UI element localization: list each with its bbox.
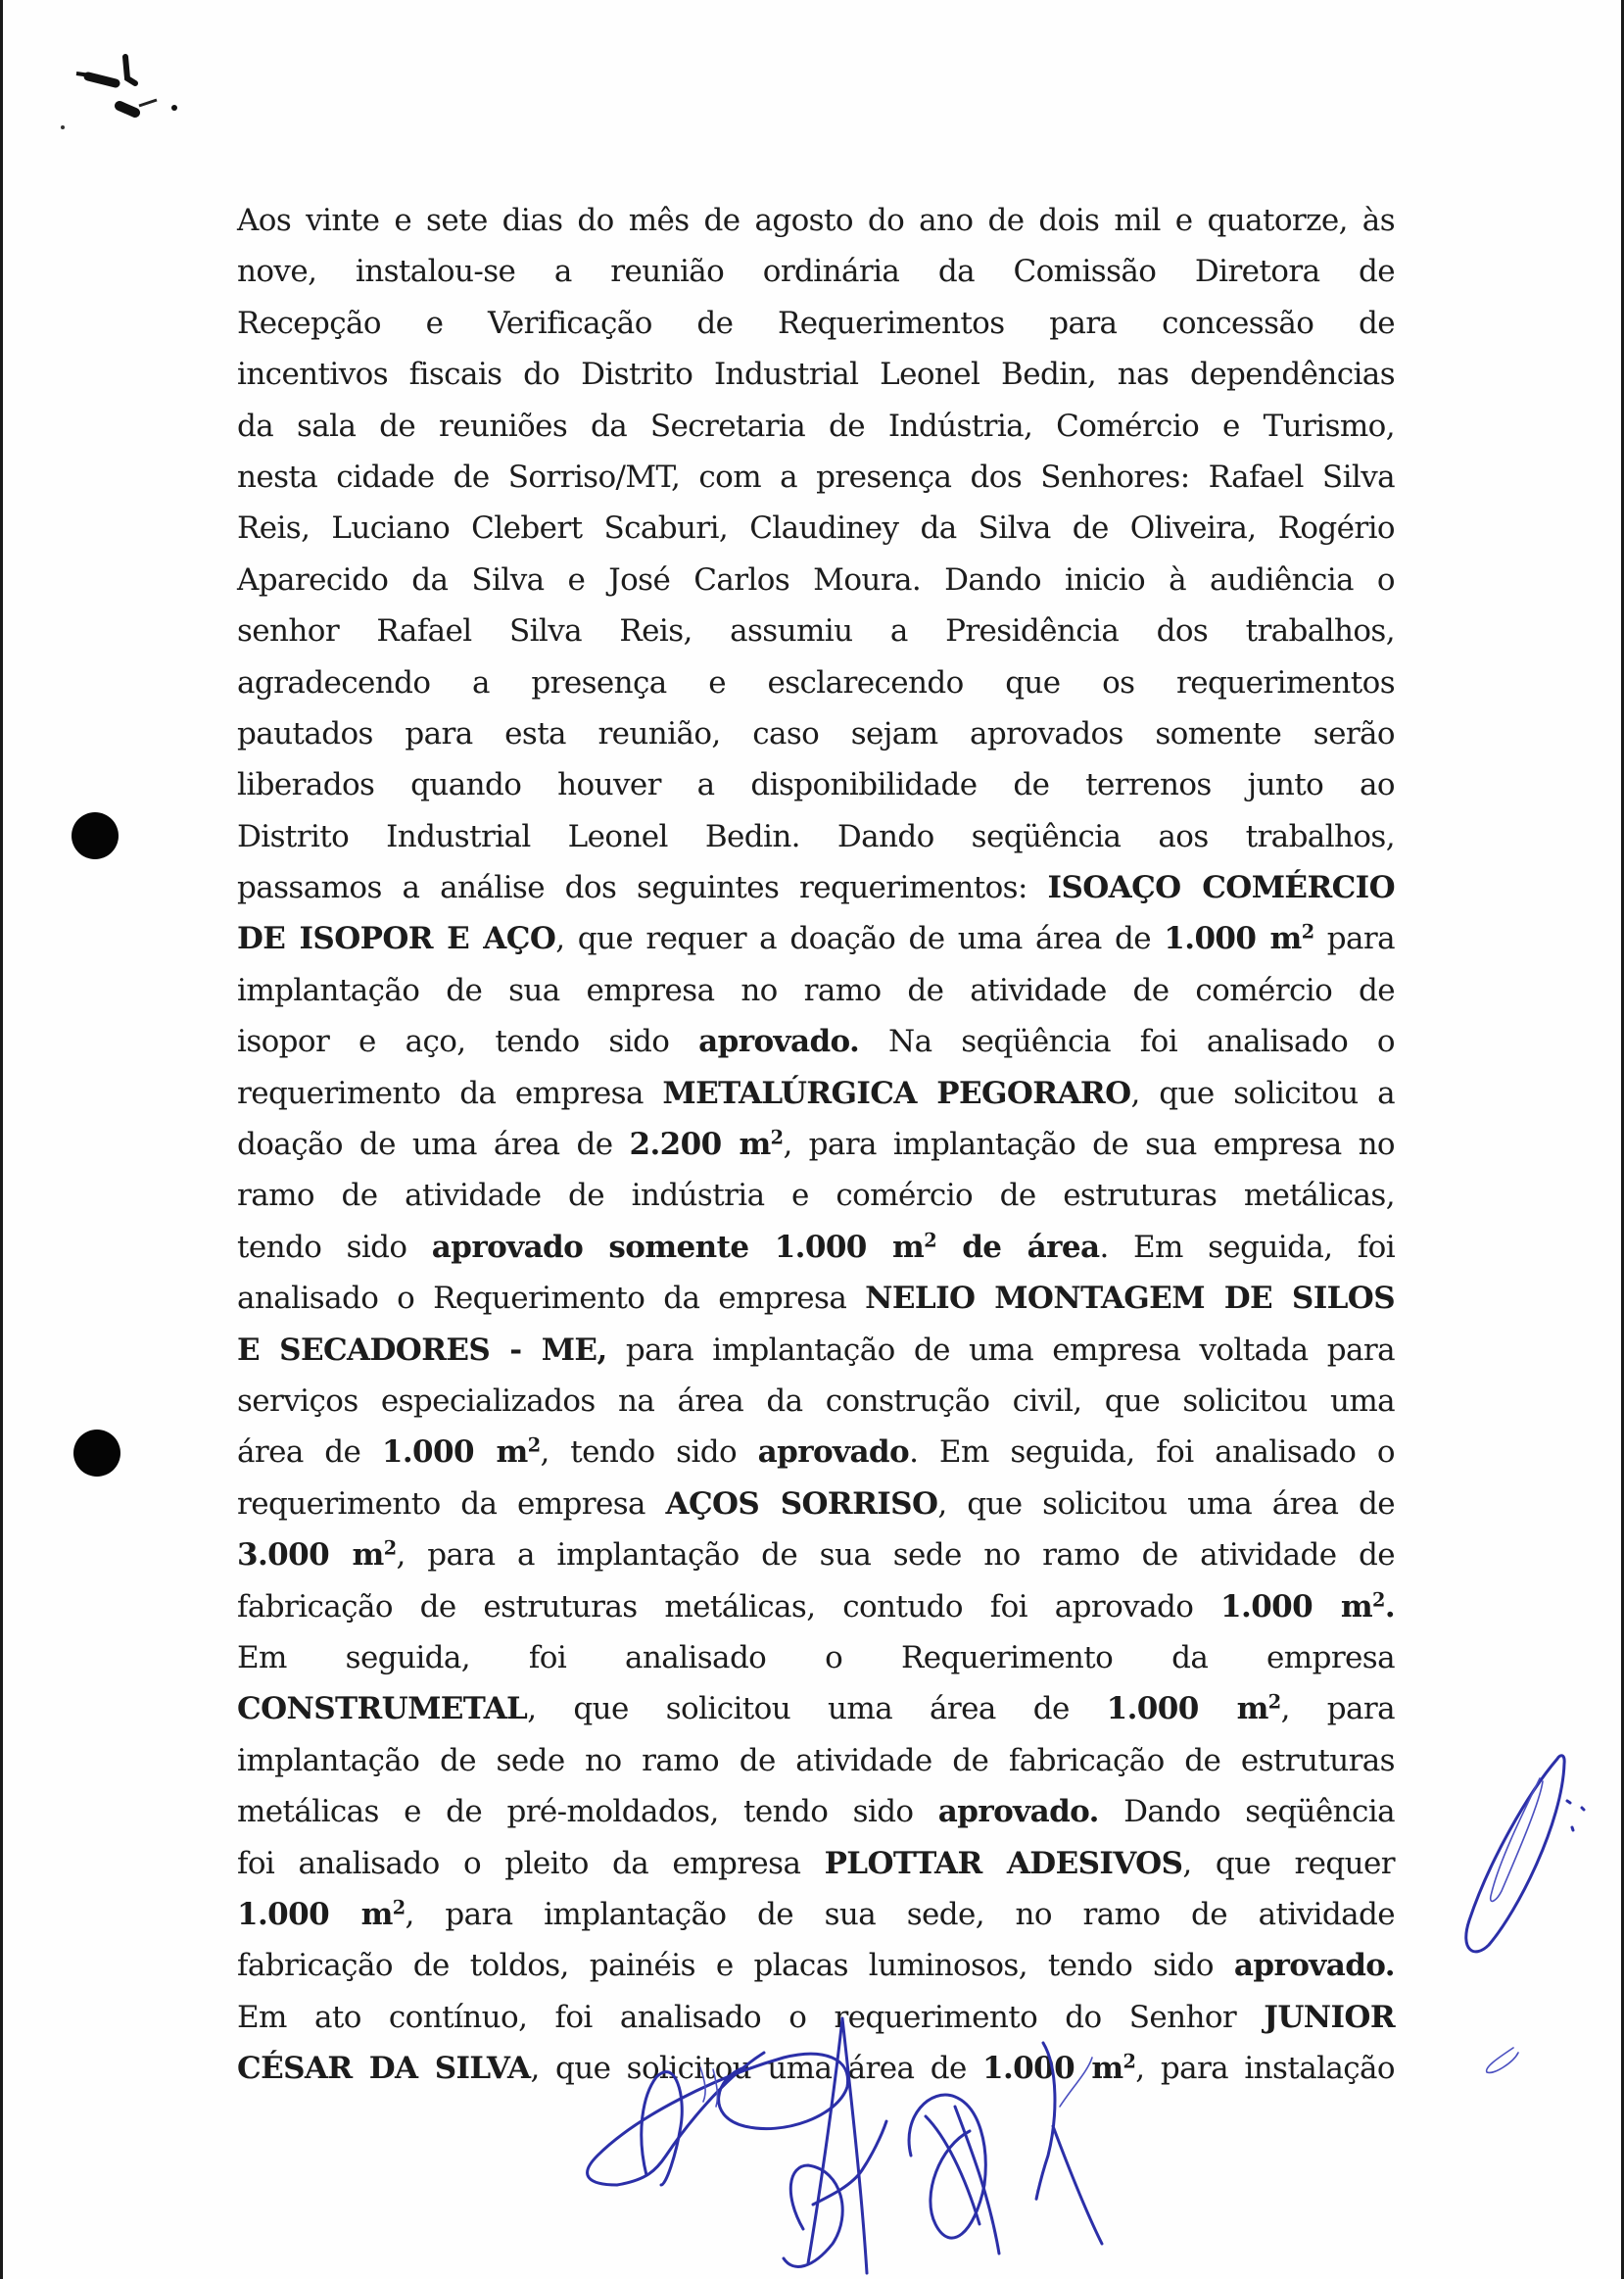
text-run: para implantação de uma empresa voltada para [606,1332,1395,1368]
text-line [237,1683,1395,1734]
text-line [237,811,1395,862]
text-line [237,1376,1395,1427]
superscript-text: 2 [383,1536,397,1560]
text-line [237,195,1395,246]
bold-text: 2.200 m [629,1127,771,1163]
bold-text: ISOAÇO COMÉRCIO [1047,870,1395,906]
margin-initials [1466,1756,1584,1952]
text-run: . Em seguida, foi analisado o [909,1434,1396,1471]
text-line [237,913,1395,964]
text-line [237,555,1395,606]
text-run: Na seqüência foi analisado o [859,1024,1395,1060]
text-run: Recepção e Verificação de Requerimentos para concessão de [237,305,1395,341]
text-run: , que solicitou uma área de [530,2051,982,2087]
punch-hole [72,812,119,859]
text-line [237,1581,1395,1632]
text-line [237,1735,1395,1786]
text-line [237,503,1395,554]
text-run: Dando seqüência [1098,1794,1395,1830]
bold-text: DE ISOPOR E AÇO [237,921,556,957]
bold-text: CONSTRUMETAL [237,1691,528,1727]
text-line [237,246,1395,297]
bold-text: NELIO MONTAGEM DE SILOS [865,1281,1395,1317]
text-run: foi analisado o pleito da empresa [237,1845,825,1881]
text-run: , para [1280,1691,1395,1727]
signature-5 [1487,2048,1518,2072]
bold-text: 1.000 m [1106,1691,1268,1727]
text-run: liberados quando houver a disponibilidade de terrenos junto ao [237,767,1395,803]
text-run: Distrito Industrial Leonel Bedin. Dando seqüência aos trabalhos, [237,818,1395,854]
text-run: implantação de sede no ramo de atividade de fabricação de estruturas [237,1742,1395,1778]
bold-text: aprovado [757,1434,910,1471]
text-run: Aos vinte e sete dias do mês de agosto do ano de dois mil e quatorze, às [237,203,1395,238]
text-run: serviços especializados na área da construção civil, que solicitou uma [237,1382,1395,1419]
text-line [237,1529,1395,1580]
superscript-text: 2 [1122,2050,1136,2073]
text-line [237,606,1395,656]
text-run: , que solicitou uma área de [937,1485,1395,1522]
superscript-text: 2 [392,1896,406,1919]
bold-text: 3.000 m [237,1537,384,1574]
bold-text: aprovado somente 1.000 m [431,1229,925,1265]
text-line [237,759,1395,810]
text-run: passamos a análise dos seguintes requerimentos: [237,870,1048,906]
text-run: doação de uma área de [237,1127,630,1163]
text-run: Aparecido da Silva e José Carlos Moura. Dando inicio à audiência o [237,561,1395,598]
text-run: Em ato contínuo, foi analisado o requerimento do Senhor [237,1999,1265,2035]
text-line [237,1068,1395,1119]
superscript-text: 2 [1301,920,1314,944]
minutes-body-text [237,195,1395,2094]
text-run: Em seguida, foi analisado o Requerimento da empresa [237,1639,1395,1675]
text-line [237,1170,1395,1221]
scan-artifact-mark [59,39,196,147]
text-run: . Em seguida, foi [1099,1229,1396,1265]
text-run: , para instalação [1135,2051,1395,2087]
superscript-text: 2 [924,1229,936,1252]
bold-text: aprovado. [698,1024,860,1060]
text-run: , para implantação de sua empresa no [783,1127,1395,1163]
text-line [237,2043,1395,2094]
bold-text: . [1384,1588,1396,1624]
text-run: da sala de reuniões da Secretaria de Indústria, Comércio e Turismo, [237,408,1395,444]
text-run: nesta cidade de Sorriso/MT, com a presença dos Senhores: Rafael Silva [237,459,1395,495]
text-run: , para implantação de sua sede, no ramo de atividade [405,1896,1395,1932]
text-line [237,1889,1395,1940]
text-run: , que requer [1182,1845,1396,1881]
text-line [237,349,1395,400]
bold-text: PLOTTAR ADESIVOS [824,1845,1183,1881]
bold-text: E SECADORES - ME, [237,1332,607,1368]
bold-text: 1.000 m [1220,1588,1373,1624]
text-run: , que solicitou a [1130,1075,1395,1111]
bold-text: JUNIOR [1264,1999,1395,2035]
text-line [237,1119,1395,1170]
bold-text: METALÚRGICA PEGORARO [662,1075,1131,1111]
text-run: Reis, Luciano Clebert Scaburi, Claudiney da Silva de Oliveira, Rogério [237,510,1395,547]
text-run: agradecendo a presença e esclarecendo que os requerimentos [237,664,1395,701]
text-run: fabricação de toldos, painéis e placas luminosos, tendo sido [237,1948,1234,1984]
text-run: , que requer a doação de uma área de [555,921,1165,957]
text-run: área de [237,1434,382,1471]
text-line [237,965,1395,1016]
text-line [237,1838,1395,1889]
text-run: , para a implantação de sua sede no ramo de atividade de [396,1537,1395,1574]
scan-edge-left [0,0,3,2279]
text-line [237,1632,1395,1683]
text-run: incentivos fiscais do Distrito Industrial Leonel Bedin, nas dependências [237,357,1395,393]
text-line [237,1222,1395,1273]
bold-text: 1.000 m [381,1434,528,1471]
punch-hole [73,1430,120,1477]
text-line [237,1992,1395,2043]
text-run: pautados para esta reunião, caso sejam aprovados somente serão [237,715,1395,752]
text-line [237,657,1395,708]
signature-3 [909,2095,999,2254]
text-run: , que solicitou uma área de [527,1691,1107,1727]
text-run: implantação de sua empresa no ramo de atividade de comércio de [237,972,1395,1008]
bold-text: CÉSAR DA SILVA [237,2051,531,2087]
text-run: analisado o Requerimento da empresa [237,1281,866,1317]
superscript-text: 2 [527,1433,541,1457]
text-line [237,1016,1395,1067]
bold-text: aprovado. [1233,1948,1395,1984]
text-line [237,1479,1395,1529]
bold-text: 1.000 m [982,2051,1123,2087]
text-run: ramo de atividade de indústria e comércio de estruturas metálicas, [237,1178,1395,1214]
text-run: tendo sido [237,1229,432,1265]
text-line [237,298,1395,349]
text-run: senhor Rafael Silva Reis, assumiu a Presidência dos trabalhos, [237,613,1395,650]
text-line [237,708,1395,759]
text-run: metálicas e de pré-moldados, tendo sido [237,1794,938,1830]
bold-text: aprovado. [937,1794,1099,1830]
text-line [237,452,1395,503]
text-run: requerimento da empresa [237,1485,666,1522]
superscript-text: 2 [1372,1587,1385,1611]
text-run: fabricação de estruturas metálicas, contudo foi aprovado [237,1588,1221,1624]
bold-text: de área [935,1229,1100,1265]
text-line [237,862,1395,913]
text-line [237,1940,1395,1991]
text-line [237,401,1395,452]
text-run: para [1314,921,1396,957]
bold-text: 1.000 m [237,1896,393,1932]
text-line [237,1325,1395,1376]
text-run: requerimento da empresa [237,1075,663,1111]
text-line [237,1273,1395,1324]
bold-text: 1.000 m [1164,921,1302,957]
text-line [237,1786,1395,1837]
text-run: isopor e aço, tendo sido [237,1024,699,1060]
text-line [237,1427,1395,1478]
bold-text: AÇOS SORRISO [665,1485,938,1522]
superscript-text: 2 [770,1126,784,1149]
superscript-text: 2 [1267,1690,1281,1714]
text-run: nove, instalou-se a reunião ordinária da Comissão Diretora de [237,254,1395,290]
text-run: , tendo sido [540,1434,758,1471]
